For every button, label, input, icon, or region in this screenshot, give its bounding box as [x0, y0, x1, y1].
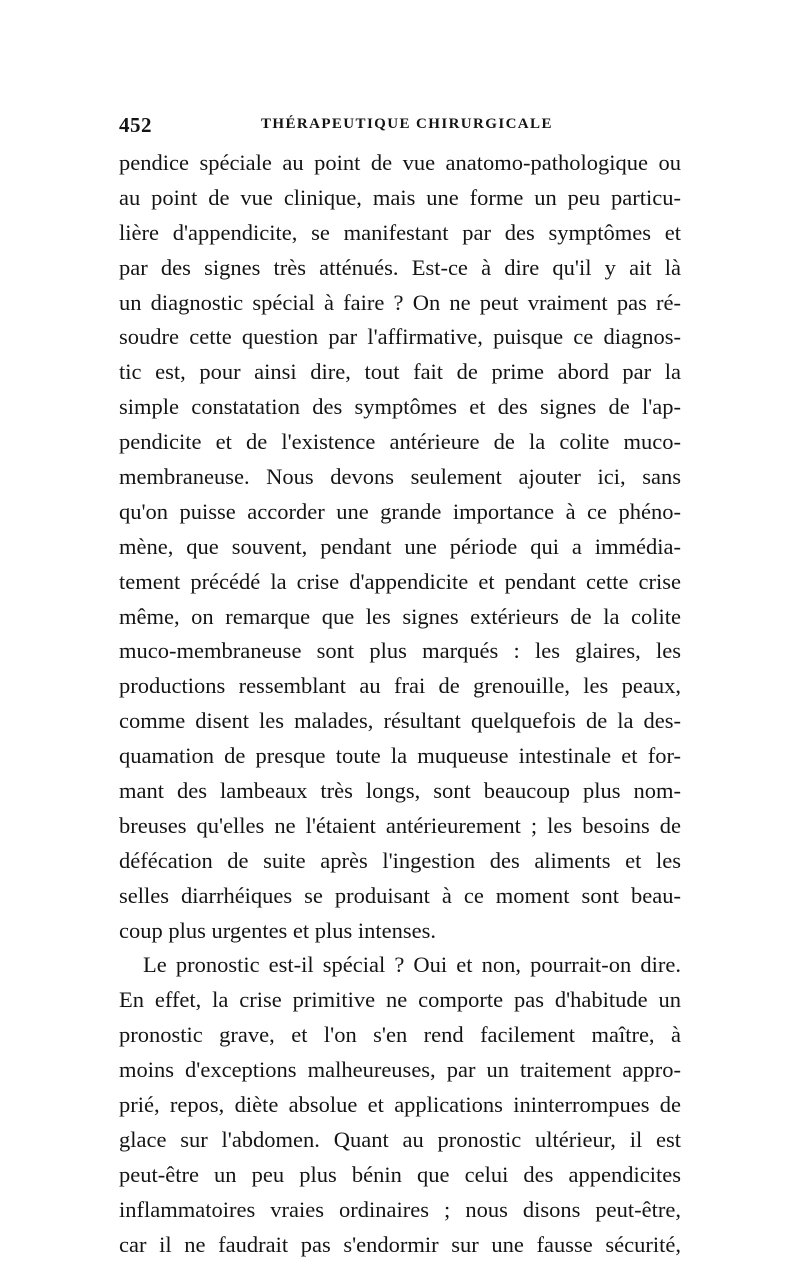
text-line: tement précédé la crise d'appendicite et pendant cette crise [119, 568, 681, 594]
text-line: même, on remarque que les signes extérieurs de la colite [119, 603, 681, 629]
paragraph-start-line: Le pronostic est-il spécial ? Oui et non, pourrait-on dire. [143, 952, 681, 978]
text-line: lière d'appendicite, se manifestant par des symptômes et [119, 219, 681, 245]
text-line: car il ne faudrait pas s'endormir sur une fausse sécurité, [119, 1231, 681, 1257]
page-number: 452 [119, 113, 152, 137]
text-line: pendicite et de l'existence antérieure de la colite muco- [119, 429, 681, 455]
text-line: breuses qu'elles ne l'étaient antérieurement ; les besoins de [119, 812, 681, 838]
text-line: mène, que souvent, pendant une période qui a immédia- [119, 533, 681, 559]
text-line: glace sur l'abdomen. Quant au pronostic ultérieur, il est [119, 1126, 681, 1152]
text-line: qu'on puisse accorder une grande importance à ce phéno- [119, 498, 681, 524]
text-line: défécation de suite après l'ingestion des aliments et les [119, 847, 681, 873]
page-header [119, 113, 681, 141]
text-line: quamation de presque toute la muqueuse intestinale et for- [119, 743, 681, 769]
text-line: simple constatation des symptômes et des signes de l'ap- [119, 394, 681, 420]
text-line: selles diarrhéiques se produisant à ce moment sont beau- [119, 882, 681, 908]
text-line: tic est, pour ainsi dire, tout fait de prime abord par la [119, 359, 681, 385]
text-line: peut-être un peu plus bénin que celui des appendicites [119, 1161, 681, 1187]
text-line: un diagnostic spécial à faire ? On ne peut vraiment pas ré- [119, 289, 681, 315]
text-line: mant des lambeaux très longs, sont beaucoup plus nom- [119, 778, 681, 804]
running-title: THÉRAPEUTIQUE CHIRURGICALE [261, 116, 553, 132]
text-line: au point de vue clinique, mais une forme un peu particu- [119, 184, 681, 210]
text-line: inflammatoires vraies ordinaires ; nous disons peut-être, [119, 1196, 681, 1222]
text-line: muco-membraneuse sont plus marqués : les glaires, les [119, 638, 681, 664]
text-line: productions ressemblant au frai de grenouille, les peaux, [119, 673, 681, 699]
text-line: soudre cette question par l'affirmative, puisque ce diagnos- [119, 324, 681, 350]
text-line: pendice spéciale au point de vue anatomo-pathologique ou [119, 150, 681, 175]
text-line: moins d'exceptions malheureuses, par un traitement appro- [119, 1057, 681, 1083]
text-line: En effet, la crise primitive ne comporte pas d'habitude un [119, 987, 681, 1013]
body-text [119, 146, 681, 1263]
text-line: pronostic grave, et l'on s'en rend facilement maître, à [119, 1022, 681, 1048]
text-line: prié, repos, diète absolue et applications ininterrompues de [119, 1092, 681, 1118]
text-line: par des signes très atténués. Est-ce à dire qu'il y ait là [119, 254, 681, 280]
text-line: comme disent les malades, résultant quelquefois de la des- [119, 708, 681, 734]
paragraph-end-line: coup plus urgentes et plus intenses. [119, 917, 437, 943]
text-line: membraneuse. Nous devons seulement ajouter ici, sans [119, 464, 681, 490]
